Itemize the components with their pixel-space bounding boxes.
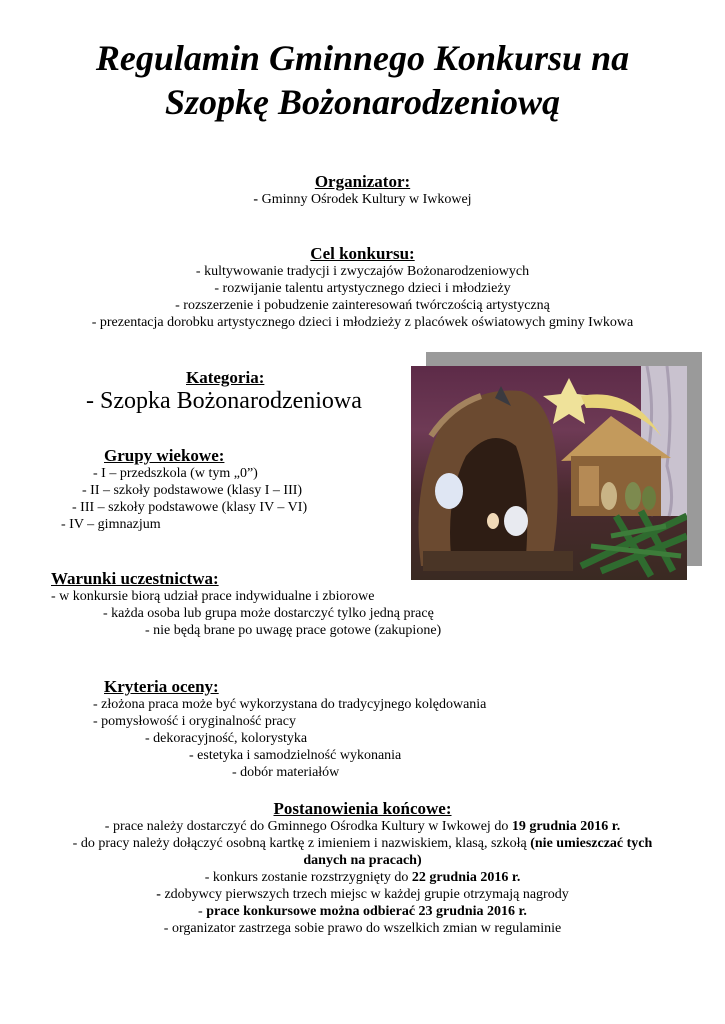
final-item: - zdobywcy pierwszych trzech miejsc w każdej grupie otrzymają nagrody bbox=[156, 887, 569, 902]
goal-item: - rozszerzenie i pobudzenie zainteresowań twórczością artystyczną bbox=[175, 298, 550, 313]
age-group-item: - III – szkoły podstawowe (klasy IV – VI) bbox=[72, 500, 308, 515]
organizer-heading: Organizator: bbox=[314, 172, 411, 191]
age-groups-heading: Grupy wiekowe: bbox=[104, 446, 225, 465]
final-item: - prace konkursowe można odbierać 23 grudnia 2016 r. bbox=[198, 904, 527, 919]
conditions-item: - nie będą brane po uwagę prace gotowe (zakupione) bbox=[145, 623, 442, 638]
final-item: - prace należy dostarczyć do Gminnego Ośrodka Kultury w Iwkowej do 19 grudnia 2016 r. bbox=[104, 819, 621, 834]
title-line-2: Szopkę Bożonarodzeniową bbox=[164, 82, 561, 122]
criteria-heading: Kryteria oceny: bbox=[104, 677, 219, 696]
criteria-item: - dekoracyjność, kolorystyka bbox=[145, 731, 308, 746]
nativity-photo bbox=[411, 366, 687, 580]
criteria-item: - złożona praca może być wykorzystana do tradycyjnego kolędowania bbox=[93, 697, 487, 712]
conditions-item: - każda osoba lub grupa może dostarczyć tylko jedną pracę bbox=[103, 606, 434, 621]
criteria-item: - dobór materiałów bbox=[232, 765, 340, 780]
final-item: - organizator zastrzega sobie prawo do wszelkich zmian w regulaminie bbox=[163, 921, 562, 936]
criteria-item: - pomysłowość i oryginalność pracy bbox=[93, 714, 296, 729]
final-item: - konkurs zostanie rozstrzygnięty do 22 grudnia 2016 r. bbox=[204, 870, 521, 885]
conditions-heading: Warunki uczestnictwa: bbox=[51, 569, 219, 588]
age-group-item: - I – przedszkola (w tym „0”) bbox=[93, 466, 258, 481]
final-item: danych na pracach) bbox=[303, 853, 422, 868]
conditions-item: - w konkursie biorą udział prace indywidualne i zbiorowe bbox=[51, 589, 375, 604]
category-heading: Kategoria: bbox=[186, 368, 265, 387]
title-line-1: Regulamin Gminnego Konkursu na bbox=[95, 38, 630, 78]
goal-item: - rozwijanie talentu artystycznego dzieci i młodzieży bbox=[214, 281, 511, 296]
criteria-item: - estetyka i samodzielność wykonania bbox=[189, 748, 402, 763]
goal-item: - prezentacja dorobku artystycznego dzieci i młodzieży z placówek oświatowych gminy Iwkowa bbox=[91, 315, 634, 330]
category-value: - Szopka Bożonarodzeniowa bbox=[86, 388, 362, 414]
age-group-item: - IV – gimnazjum bbox=[61, 517, 161, 532]
goal-item: - kultywowanie tradycji i zwyczajów Bożonarodzeniowych bbox=[195, 264, 530, 279]
final-item: - do pracy należy dołączyć osobną kartkę z imieniem i nazwiskiem, klasą, szkołą (nie umieszczać tych bbox=[72, 836, 653, 851]
age-group-item: - II – szkoły podstawowe (klasy I – III) bbox=[82, 483, 303, 498]
organizer-text: - Gminny Ośrodek Kultury w Iwkowej bbox=[253, 192, 472, 207]
goal-heading: Cel konkursu: bbox=[310, 244, 415, 263]
final-heading: Postanowienia końcowe: bbox=[273, 799, 452, 818]
